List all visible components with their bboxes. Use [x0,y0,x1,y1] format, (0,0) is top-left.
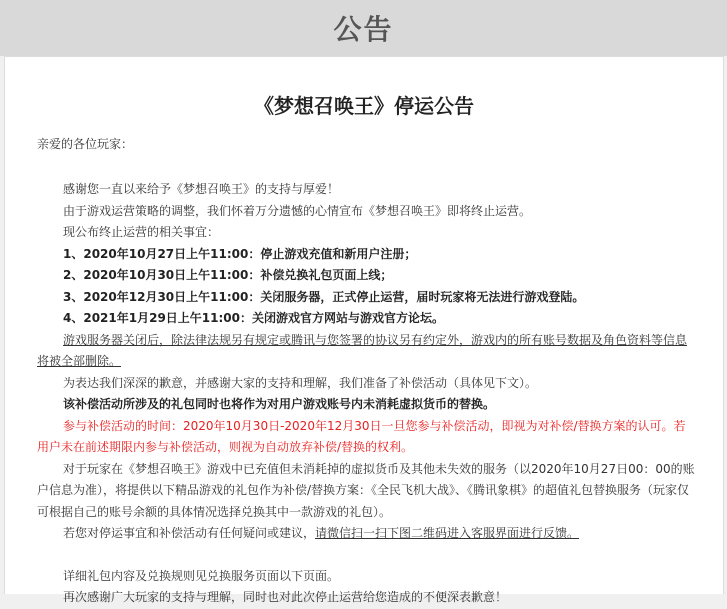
spacer [37,545,697,566]
header-bar [0,0,727,56]
paragraph-apology: 为表达我们深深的歉意，并感谢大家的支持和理解，我们准备了补偿活动（具体见下文）。 [63,375,538,390]
notice-panel [4,56,724,604]
paragraph-replacement: 该补偿活动所涉及的礼包同时也将作为对用户游戏账号内未消耗虚拟货币的替换。 [63,397,496,411]
feedback-instruction: 请微信扫一扫下图二维码进入客服界面进行反馈。 [315,526,580,540]
header-title: 公告 [333,13,394,46]
paragraph-feedback [37,523,697,545]
notice-body [37,179,697,609]
timeline-item-2: 2、2020年10月30日上午11:00：补偿兑换礼包页面上线； [63,268,393,282]
notice-title: 《梦想召唤王》停运公告 [254,94,474,118]
timeline-item-3: 3、2020年12月30日上午11:00：关闭服务器，正式停止运营，届时玩家将无法进行游戏登陆。 [63,289,585,304]
paragraph-compensation-plan: 对于玩家在《梦想召唤王》游戏中已充值但未消耗掉的虚拟货币及其他未失效的服务（以2020年10月27日00：00的账户信息为准），将提供以下精品游戏的礼包作为补偿/替换方案：《全民飞机大战》、《腾讯象棋》的超值礼包替换服务（玩家仅可根据自己的账号余额的具体情况选择兑换其中一款游戏的礼包）。 [37,461,695,519]
paragraph-compensation-period: 参与补偿活动的时间：2020年10月30日-2020年12月30日一旦您参与补偿活动，即视为对补偿/替换方案的认可。若用户未在前述期限内参与补偿活动，则视为自动放弃补偿/替换的权利。 [37,418,686,454]
timeline-item-1: 1、2020年10月27日上午11:00：停止游戏充值和新用户注册； [63,246,417,261]
paragraph-details-intro: 现公布终止运营的相关事宜： [63,225,220,239]
paragraph-data-deletion: 游戏服务器关闭后，除法律法规另有规定或腾讯与您签署的协议另有约定外，游戏内的所有账号数据及角色资料等信息将被全部删除。 [37,332,688,368]
paragraph-gift-details: 详细礼包内容及兑换规则见兑换服务页面以下页面。 [63,568,340,583]
greeting: 亲爱的各位玩家： [37,137,134,151]
paragraph-thanks: 感谢您一直以来给予《梦想召唤王》的支持与厚爱！ [63,182,340,196]
timeline-item-4: 4、2021年1月29日上午11:00：关闭游戏官方网站与游戏官方论坛。 [63,311,444,325]
paragraph-announcement: 由于游戏运营策略的调整，我们怀着万分遗憾的心情宣布《梦想召唤王》即将终止运营。 [63,203,532,218]
paragraph-closing: 再次感谢广大玩家的支持与理解，同时也对此次停止运营给您造成的不便深表歉意！ [63,590,508,604]
feedback-text: 若您对停运事宜和补偿活动有任何疑问或建议， [63,526,316,540]
